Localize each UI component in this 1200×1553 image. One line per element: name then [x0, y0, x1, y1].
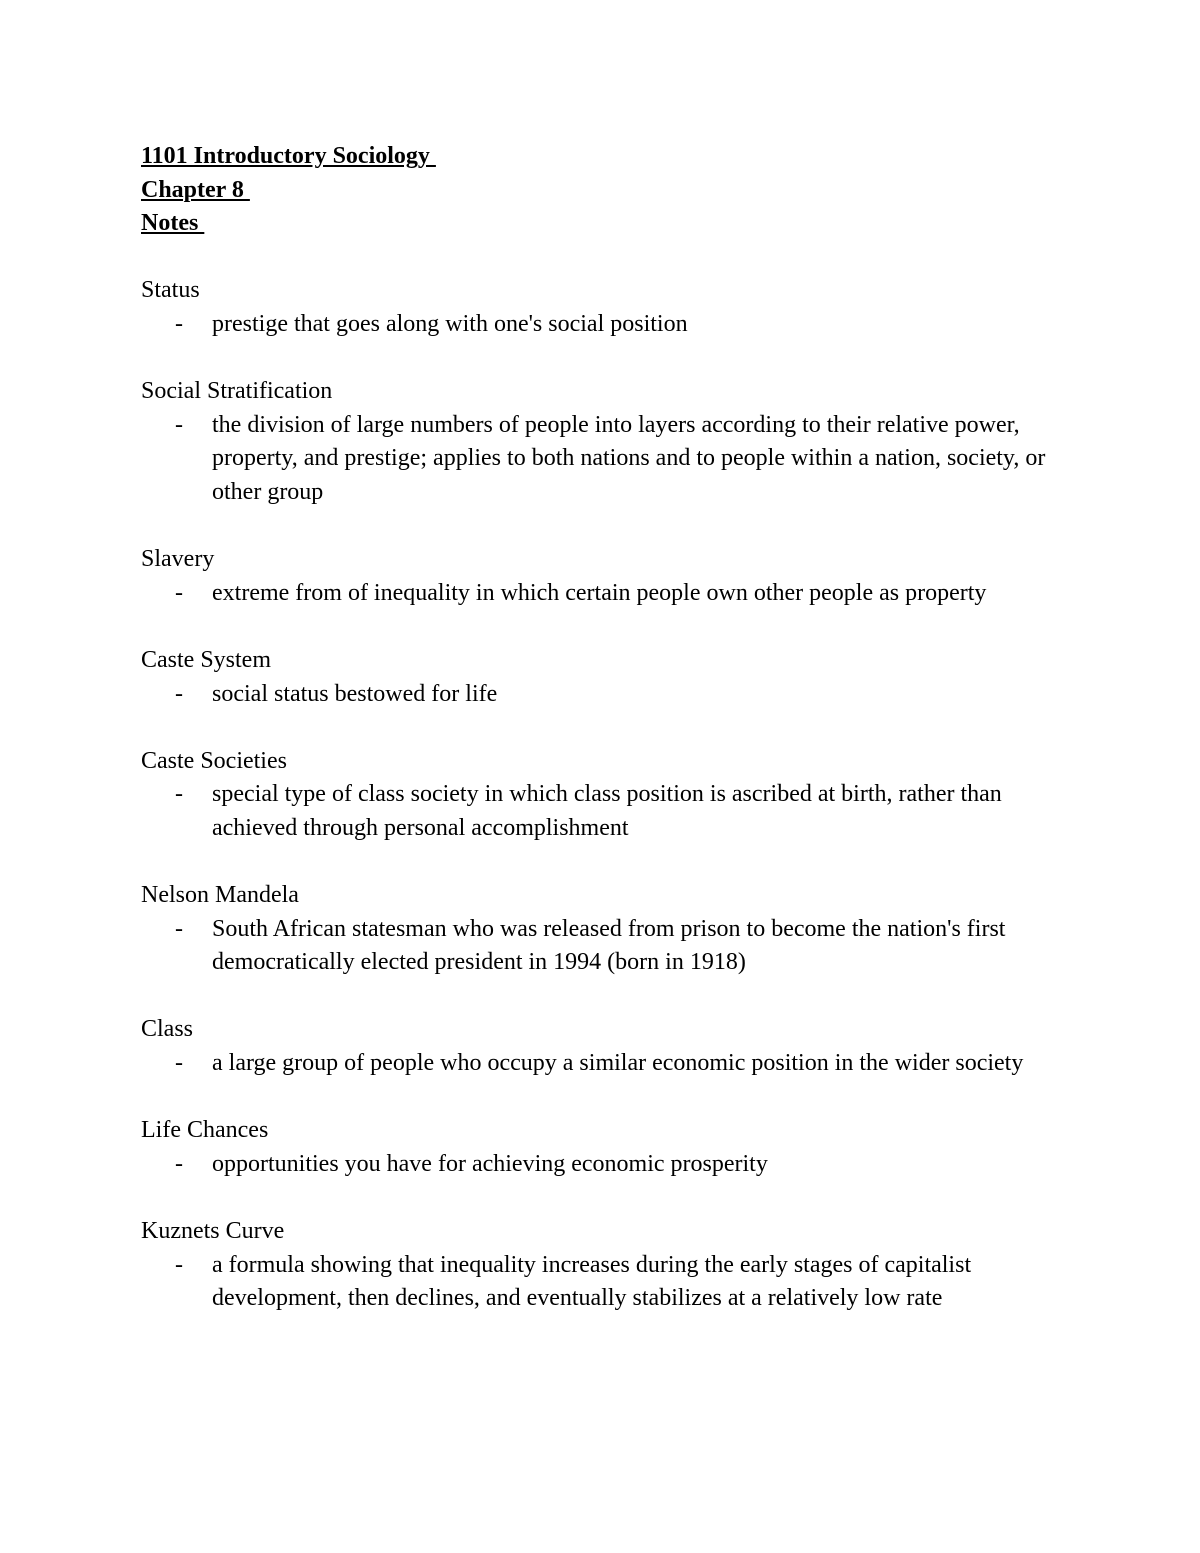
- definition-text: extreme from of inequality in which certain people own other people as property: [212, 579, 987, 606]
- spacer: [141, 1181, 1071, 1215]
- definition-text: opportunities you have for achieving economic prosperity: [212, 1150, 768, 1177]
- bullet-dash: -: [175, 411, 183, 438]
- term-heading: Caste System: [141, 646, 271, 673]
- definition-item: [141, 678, 1071, 712]
- bullet-dash: -: [175, 1251, 183, 1278]
- spacer: [141, 510, 1071, 544]
- bullet-dash: -: [175, 310, 183, 337]
- entry-life-chances: [141, 1114, 1071, 1181]
- definition-item: [141, 1249, 1071, 1316]
- definition-item: [141, 913, 1071, 980]
- spacer: [141, 241, 1071, 275]
- spacer: [141, 980, 1071, 1014]
- spacer: [141, 711, 1071, 745]
- bullet-dash: -: [175, 579, 183, 606]
- definition-item: [141, 577, 1071, 611]
- entry-status: [141, 274, 1071, 341]
- chapter-title: Chapter 8: [141, 176, 250, 203]
- spacer: [141, 1081, 1071, 1115]
- bullet-dash: -: [175, 680, 183, 707]
- bullet-dash: -: [175, 781, 183, 808]
- term-heading: Nelson Mandela: [141, 882, 299, 909]
- definition-item: [141, 1148, 1071, 1182]
- term-heading: Status: [141, 277, 200, 304]
- spacer: [141, 610, 1071, 644]
- definition-item: [141, 1047, 1071, 1081]
- entry-social-stratification: [141, 375, 1071, 509]
- entry-caste-system: [141, 644, 1071, 711]
- entry-slavery: [141, 543, 1071, 610]
- entry-nelson-mandela: [141, 879, 1071, 980]
- bullet-dash: -: [175, 1150, 183, 1177]
- entry-kuznets-curve: [141, 1215, 1071, 1316]
- definition-text: a formula showing that inequality increases during the early stages of capitalist development, then declines, and eventually stabilizes at a relatively low rate: [212, 1251, 972, 1312]
- term-heading: Life Chances: [141, 1117, 269, 1144]
- term-heading: Social Stratification: [141, 378, 333, 405]
- definition-text: a large group of people who occupy a similar economic position in the wider society: [212, 1050, 1024, 1077]
- definition-text: the division of large numbers of people into layers according to their relative power, property, and prestige; applies to both nations and to people within a nation, society, or other group: [212, 411, 1046, 505]
- definition-item: [141, 409, 1071, 510]
- spacer: [141, 342, 1071, 376]
- definition-item: [141, 778, 1071, 845]
- definition-text: social status bestowed for life: [212, 680, 498, 707]
- term-heading: Caste Societies: [141, 747, 287, 774]
- entry-class: [141, 1013, 1071, 1080]
- definition-text: South African statesman who was released from prison to become the nation's first democratically elected president in 1994 (born in 1918): [212, 915, 1006, 976]
- bullet-dash: -: [175, 1050, 183, 1077]
- term-heading: Kuznets Curve: [141, 1218, 285, 1244]
- course-title: 1101 Introductory Sociology: [141, 143, 436, 169]
- entry-caste-societies: [141, 745, 1071, 846]
- document-page: [141, 140, 1071, 1316]
- definition-item: [141, 308, 1071, 342]
- spacer: [141, 845, 1071, 879]
- notes-title: Notes: [141, 210, 205, 237]
- term-heading: Class: [141, 1016, 194, 1043]
- definition-text: special type of class society in which class position is ascribed at birth, rather than achieved through personal accomplishment: [212, 781, 1002, 841]
- definition-text: prestige that goes along with one's social position: [212, 310, 688, 337]
- bullet-dash: -: [175, 915, 183, 942]
- term-heading: Slavery: [141, 546, 215, 573]
